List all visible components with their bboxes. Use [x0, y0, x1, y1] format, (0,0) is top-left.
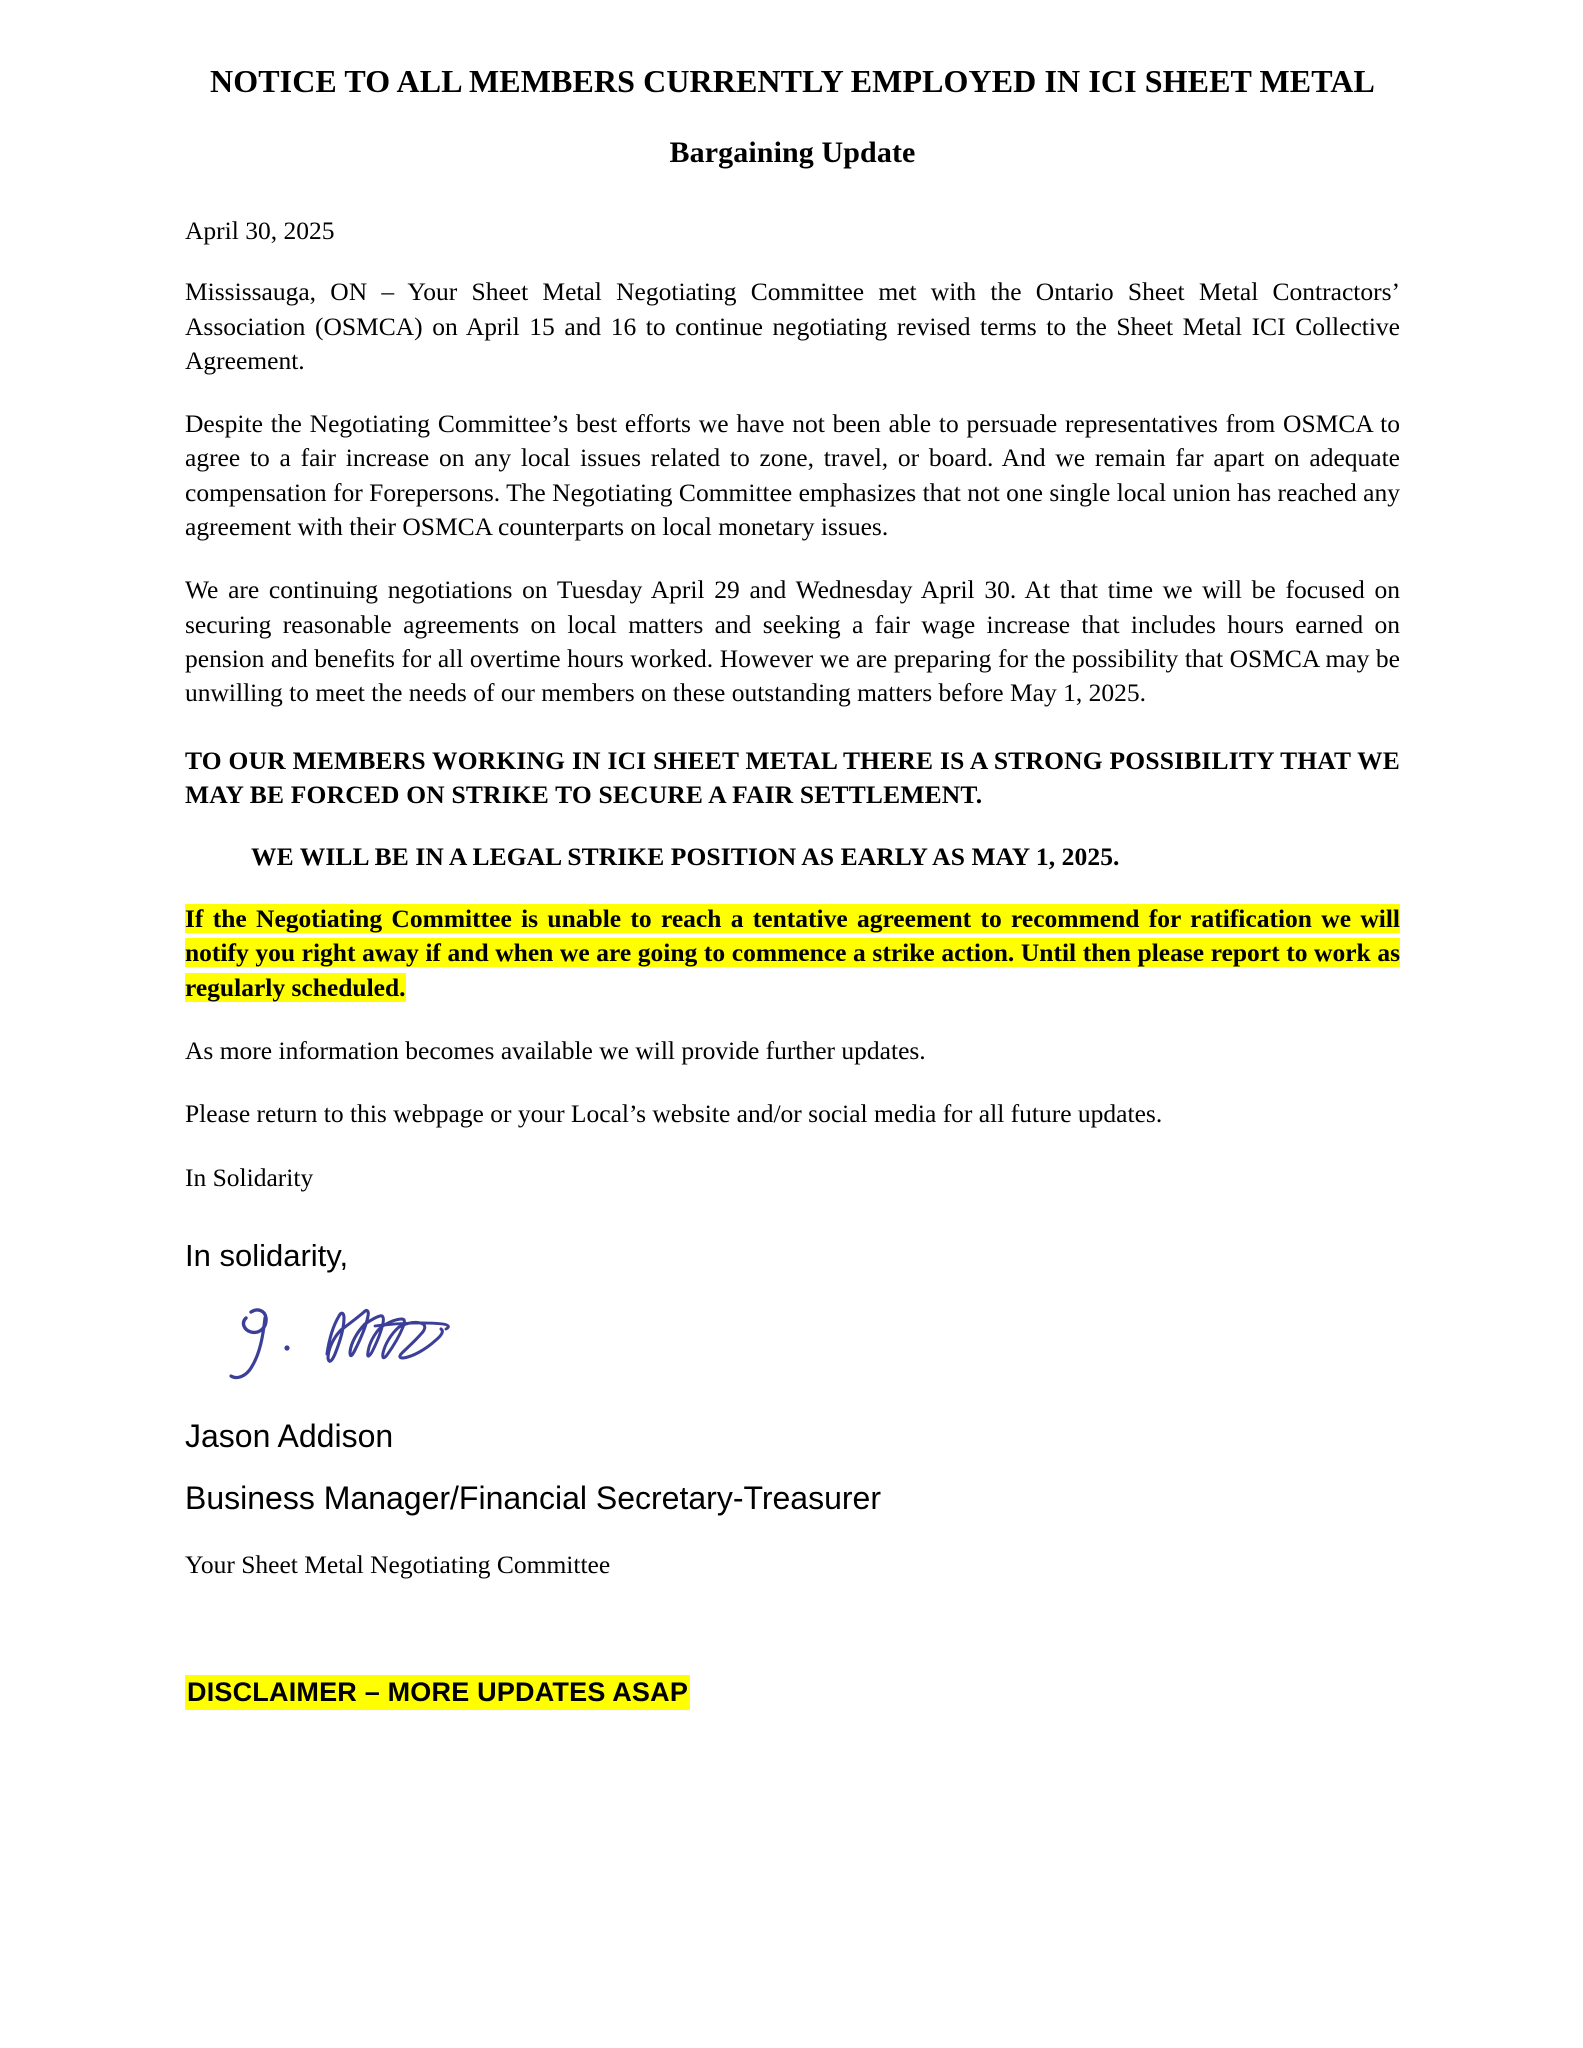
highlighted-text: If the Negotiating Committee is unable to reach a tentative agreement to recommend for ratification we will notify you right away if and when we are going to commence a strike action. Until then please report to work as regularly scheduled.	[185, 904, 1400, 1002]
document-content	[185, 0, 1400, 1708]
signer-committee: Your Sheet Metal Negotiating Committee	[185, 1549, 611, 1579]
page-subtitle: Bargaining Update	[669, 136, 916, 170]
signature-block	[185, 1276, 1400, 1406]
legal-strike-position-notice: WE WILL BE IN A LEGAL STRIKE POSITION AS EARLY AS MAY 1, 2025.	[251, 842, 1120, 872]
paragraph-further-updates: As more information becomes available we will provide further updates.	[185, 1035, 926, 1065]
signer-name: Jason Addison	[185, 1417, 394, 1454]
disclaimer-text: DISCLAIMER – MORE UPDATES ASAP	[185, 1675, 690, 1710]
disclaimer-notice	[185, 1581, 1400, 1708]
document-date: April 30, 2025	[185, 216, 335, 246]
paragraph-upcoming-negotiations: We are continuing negotiations on Tuesday April 29 and Wednesday April 30. At that time we will be focused on securing reasonable agreements on local matters and seeking a fair wage increase that includes hours earned on pension and benefits for all overtime hours worked. However we are preparing for the possibility that OSMCA may be unwilling to meet the needs of our members on these outstanding matters before May 1, 2025.	[185, 575, 1400, 708]
paragraph-webpage-reference: Please return to this webpage or your Local’s website and/or social media for all future updates.	[185, 1099, 1163, 1129]
strike-warning-notice: TO OUR MEMBERS WORKING IN ICI SHEET METAL THERE IS A STRONG POSSIBILITY THAT WE MAY BE FORCED ON STRIKE TO SECURE A FAIR SETTLEMENT.	[185, 745, 1400, 809]
signer-title: Business Manager/Financial Secretary-Treasurer	[185, 1479, 881, 1516]
signature-greeting: In solidarity,	[185, 1237, 349, 1273]
paragraph-negotiation-status: Despite the Negotiating Committee’s best efforts we have not been able to persuade representatives from OSMCA to agree to a fair increase on any local issues related to zone, travel, or board. And we remain far apart on adequate compensation for Forepersons. The Negotiating Committee emphasizes that not one single local union has reached any agreement with their OSMCA counterparts on local monetary issues.	[185, 409, 1400, 542]
page-title: NOTICE TO ALL MEMBERS CURRENTLY EMPLOYED IN ICI SHEET METAL	[210, 63, 1375, 99]
signature-icon	[203, 1296, 503, 1396]
highlighted-instruction-notice	[185, 872, 1400, 1005]
paragraph-intro: Mississauga, ON – Your Sheet Metal Negotiating Committee met with the Ontario Sheet Metal Contractors’ Association (OSMCA) on April 15 and 16 to continue negotiating revised terms to the Sheet Metal ICI Collective Agreement.	[185, 277, 1400, 375]
closing-in-solidarity: In Solidarity	[185, 1162, 314, 1192]
